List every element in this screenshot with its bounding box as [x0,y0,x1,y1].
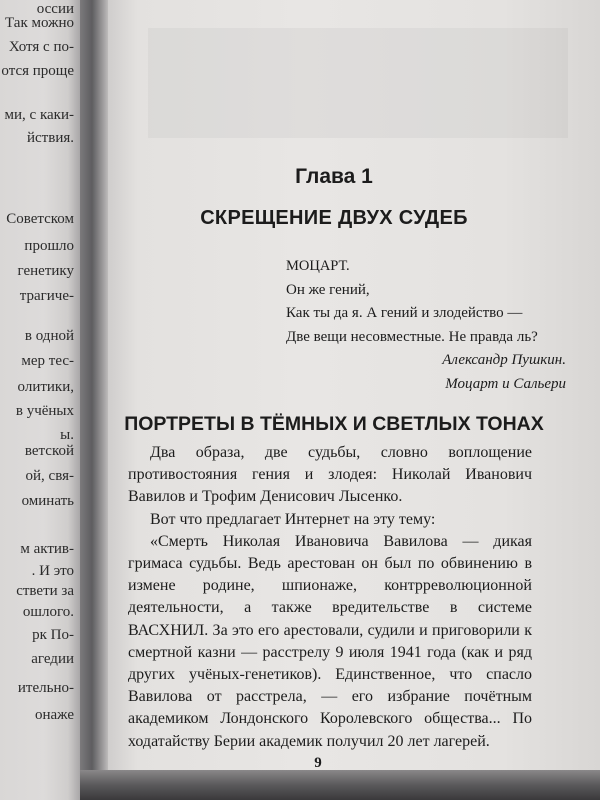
left-page [0,0,80,800]
left-page-text-fragment: агедии [31,651,74,667]
left-page-text-fragment: ошлого. [22,604,74,620]
left-page-text-fragment: олитики, [17,379,74,395]
left-page-text-fragment: ветской [24,443,74,459]
right-page [108,0,600,770]
left-page-text-fragment: рк По- [32,627,74,643]
epigraph-work: Моцарт и Сальери [445,375,566,392]
bleed-through-shadow [148,28,568,138]
epigraph-line: Как ты да я. А гений и злодейство — [286,305,523,321]
book-gutter [80,0,110,800]
left-page-text-fragment: ительно- [17,680,74,696]
left-page-text-fragment: оссии [36,1,74,17]
left-page-text-fragment: ой, свя- [25,468,74,484]
left-page-text-fragment: Так можно [5,15,74,31]
left-page-text-fragment: мер тес- [21,353,74,369]
epigraph [286,255,566,396]
left-page-text-fragment: отся проще [1,63,74,79]
left-page-text-fragment: трагиче- [19,288,74,304]
left-page-text-fragment: в учёных [15,403,74,419]
epigraph-line: Две вещи несовместные. Не правда ль? [286,328,538,345]
left-page-text-fragment: м актив- [20,541,74,557]
left-page-text-fragment: Советском [6,211,74,227]
chapter-label: Глава 1 [295,165,373,188]
left-page-text-fragment: Хотя с по- [8,39,74,55]
left-page-text-fragment: . И это [31,563,74,579]
paragraph: Вот что предлагает Интернет на эту тему: [150,510,436,528]
body-text [128,442,532,753]
left-page-text-fragment: ствети за [16,583,74,599]
left-page-text-fragment: йствия. [27,130,74,146]
paragraph: Два образа, две судьбы, словно воплощение противостояния гения и злодея: Николай Иванович Вавилов и Трофим Денисович Лысенко. [128,444,532,506]
chapter-title: СКРЕЩЕНИЕ ДВУХ СУДЕБ [200,207,468,229]
left-page-text-fragment: генетику [17,263,74,279]
page-bottom-shadow [80,770,600,800]
left-page-text-fragment: оминать [21,493,74,509]
paragraph: «Смерть Николая Ивановича Вавилова — дикая гримаса судьбы. Ведь арестован он был по обвинению в измене родине, шпионаже, контрреволюционной деятельности, а также вредительстве в системе ВАСХНИЛ. За это его арестовали, судили и приговорили к смертной казни — расстрелу 9 июля 1941 года (как и ряд других учёных-генетиков). Единственное, что спасло Вавилова от расстрела, — его избрание почётным академиком Лондонского Королевского общества... По ходатайству Берии академик получил 20 лет лагерей. [128,532,532,750]
epigraph-author: Александр Пушкин. [442,352,566,368]
epigraph-line: Он же гений, [286,281,370,298]
epigraph-speaker: МОЦАРТ. [286,258,350,274]
left-page-text-fragment: в одной [24,328,74,344]
left-page-text-fragment: ы. [60,427,74,443]
left-page-text-fragment: прошло [24,238,74,254]
page-number: 9 [314,755,322,770]
left-page-text-fragment: ми, с каки- [4,107,74,123]
left-page-text-fragment: онаже [34,707,74,723]
section-title: ПОРТРЕТЫ В ТЁМНЫХ И СВЕТЛЫХ ТОНАХ [124,413,544,435]
